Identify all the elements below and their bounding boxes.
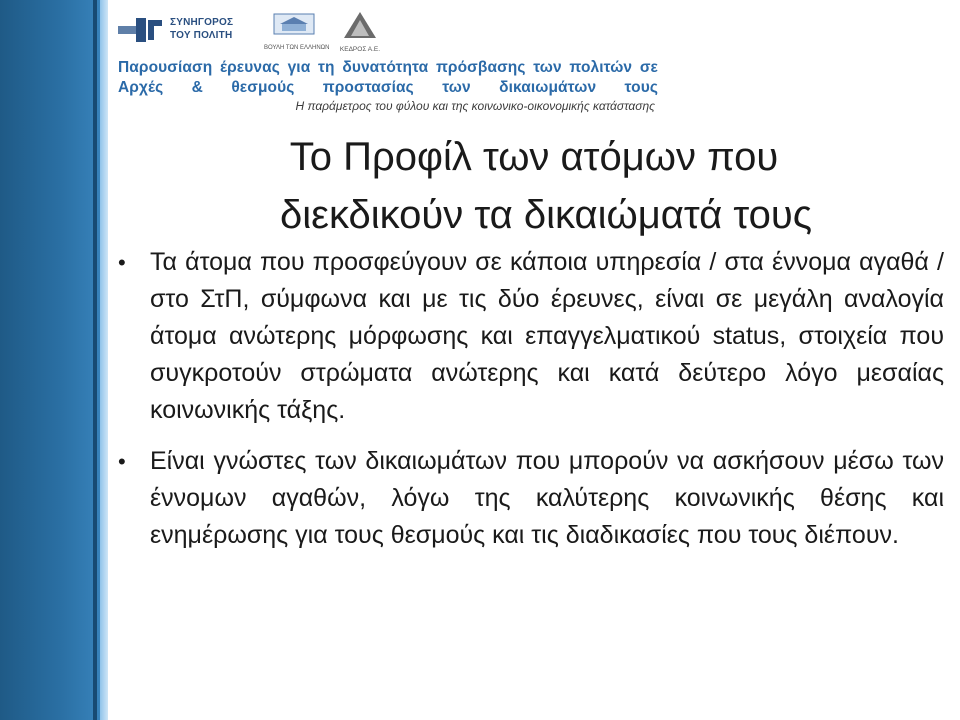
bullet-marker: • [118,250,126,275]
slide-title-line-2: διεκδικούν τα δικαιώματά τους [279,193,813,237]
kedros-logo-text: ΚΕΔΡΟΣ Α.Ε. [339,46,381,53]
banner-subtitle: Η παράμετρος του φύλου και της κοινωνικο-οικονομικής κατάστασης [295,99,655,113]
synigoros-logo [118,14,248,50]
bullet-list [112,244,944,568]
logo-row [116,6,416,54]
band-dark-stripe [93,0,97,720]
bullet-marker: • [118,449,126,474]
left-decorative-band [0,0,108,720]
bullet-text: Είναι γνώστες των δικαιωμάτων που μπορούν να ασκήσουν μέσω των έννομων αγαθών, λόγω της καλύτερης κοινωνικής θέσης και ενημέρωσης για τους θεσμούς και τις διαδικασίες που τους διέπουν. [150,447,944,549]
kedros-logo [338,10,382,54]
bullet-item [112,244,944,429]
slide-title-line-1: Το Προφίλ των ατόμων που [289,135,779,179]
banner-title: Παρουσίαση έρευνας για τη δυνατότητα πρόσβασης των πολιτών σε Αρχές & θεσμούς προστασίας των δικαιωμάτων τους [118,59,658,96]
band-light-stripe [100,0,108,720]
synigoros-logo-text: ΣΥΝΗΓΟΡΟΣ ΤΟΥ ΠΟΛΙΤΗ [170,17,234,41]
bullet-text: Τα άτομα που προσφεύγουν σε κάποια υπηρεσία / στα έννομα αγαθά / στο ΣτΠ, σύμφωνα και με τις δύο έρευνες, είναι σε μεγάλη αναλογία άτομα ανώτερης μόρφωσης και επαγγελματικού status, στοιχεία που συγκροτούν στρώματα ανώτερης και κατά δεύτερο λόγο μεσαίας κοινωνικής τάξης. [150,248,944,424]
vouli-logo-text: ΒΟΥΛΗ ΤΩΝ ΕΛΛΗΝΩΝ [264,45,330,51]
vouli-logo [264,10,330,54]
header-banner [116,0,661,120]
kedros-triangle-icon [342,10,378,40]
synigoros-logo-icon [118,16,166,44]
bullet-item [112,443,944,554]
parliament-building-icon [272,10,316,38]
